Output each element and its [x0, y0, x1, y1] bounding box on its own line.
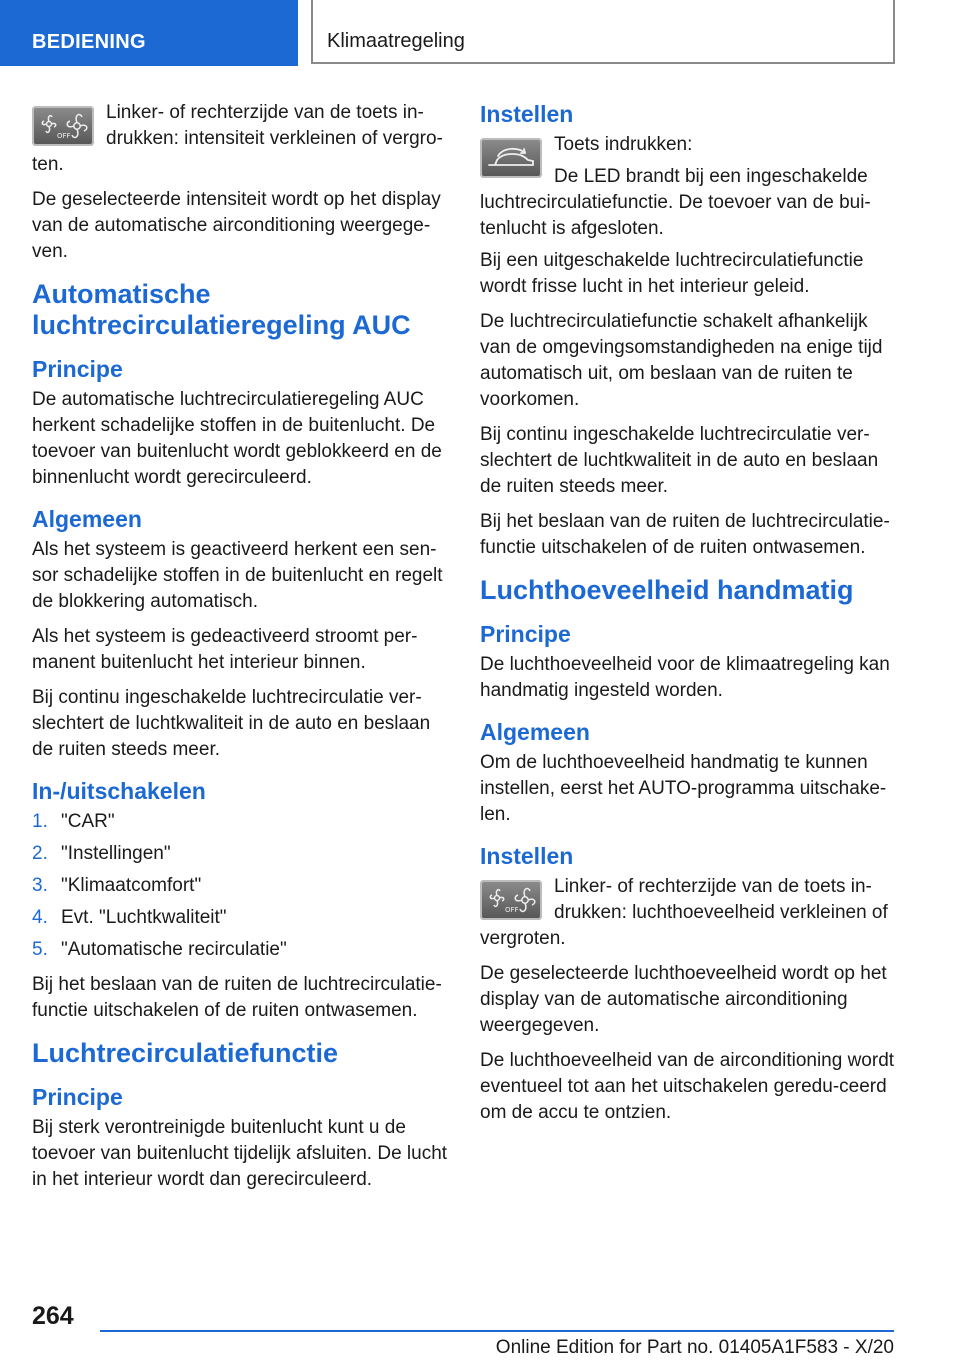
fan-instruction	[32, 100, 448, 178]
fan-instruction	[480, 874, 896, 952]
fan-intensity-key-icon	[32, 106, 94, 146]
step-text: "Automatische recirculatie"	[61, 939, 287, 960]
step-number: 5.	[32, 939, 48, 960]
heading-algemeen: Algemeen	[32, 506, 142, 532]
page-number: 264	[32, 1302, 74, 1330]
paragraph: Bij continu ingeschakelde luchtrecirculatie ver‐slechtert de luchtkwaliteit in de auto en beslaan de ruiten steeds meer.	[480, 424, 879, 497]
paragraph: Bij sterk verontreinigde buitenlucht kunt u de toevoer van buitenlucht tijdelijk afsluiten. De lucht in het interieur wordt dan gerecirculeerd.	[32, 1117, 448, 1190]
list-item	[32, 841, 448, 867]
list-item	[32, 873, 448, 899]
paragraph: De luchthoeveelheid van de airconditioning wordt eventueel tot aan het uitschakelen geredu‐ceerd om de accu te ontzien.	[480, 1050, 895, 1123]
svg-text:OFF: OFF	[505, 906, 519, 914]
paragraph: Bij het beslaan van de ruiten de luchtrecirculatie‐functie uitschakelen of de ruiten ontwasemen.	[32, 974, 442, 1021]
step-text: "CAR"	[61, 811, 115, 832]
svg-text:OFF: OFF	[57, 132, 71, 140]
paragraph: De automatische luchtrecirculatieregeling AUC herkent schadelijke stoffen in de buitenlucht. De toevoer van buitenlucht wordt geblokkeerd en de binnenlucht wordt gerecirculeerd.	[32, 389, 442, 488]
heading-instellen: Instellen	[480, 843, 574, 869]
heading-in-uitschakelen: In-/uitschakelen	[32, 778, 206, 804]
step-text: "Instellingen"	[61, 843, 171, 864]
recirculation-instruction	[480, 132, 896, 242]
heading-auc: Automatische luchtrecirculatieregeling AUC	[32, 279, 411, 340]
page-header	[0, 0, 960, 66]
list-item	[32, 937, 448, 963]
right-column	[480, 100, 896, 1135]
paragraph: De geselecteerde intensiteit wordt op het display van de automatische airconditioning weergege‐ven.	[32, 189, 441, 262]
list-item	[32, 905, 448, 931]
paragraph: Bij een uitgeschakelde luchtrecirculatiefunctie wordt frisse lucht in het interieur geleid.	[480, 250, 864, 297]
step-number: 2.	[32, 843, 48, 864]
section-tab: BEDIENING	[0, 0, 298, 66]
paragraph: De luchtrecirculatiefunctie schakelt afhankelijk van de omgevingsomstandigheden na enige tijd automatisch uit, om beslaan van de ruiten te voorkomen.	[480, 311, 883, 410]
paragraph: Als het systeem is gedeactiveerd stroomt per‐manent buitenlucht het interieur binnen.	[32, 626, 418, 673]
paragraph: Bij het beslaan van de ruiten de luchtrecirculatie‐functie uitschakelen of de ruiten ontwasemen.	[480, 511, 890, 558]
step-text: "Klimaatcomfort"	[61, 875, 202, 896]
recirculation-instruction-text	[554, 132, 896, 164]
paragraph: Bij continu ingeschakelde luchtrecirculatie ver‐slechtert de luchtkwaliteit in de auto en beslaan de ruiten steeds meer.	[32, 687, 431, 760]
step-number: 4.	[32, 907, 48, 928]
heading-luchtrecirculatiefunctie: Luchtrecirculatiefunctie	[32, 1038, 339, 1068]
paragraph: Als het systeem is geactiveerd herkent een sen‐sor schadelijke stoffen in de buitenlucht en regelt de blokkering automatisch.	[32, 539, 443, 612]
recirculation-led-text: De LED brandt bij een ingeschakelde luchtrecirculatiefunctie. De toevoer van de bui‐tenlucht is afgesloten.	[480, 166, 871, 239]
footer-divider	[100, 1330, 894, 1332]
chapter-title: Klimaatregeling	[311, 0, 895, 64]
paragraph: Toets indrukken:	[554, 134, 693, 155]
step-text: Evt. "Luchtkwaliteit"	[61, 907, 227, 928]
heading-principe: Principe	[32, 356, 123, 382]
fan-instruction-text: Linker- of rechterzijde van de toets in‐drukken: intensiteit verkleinen of vergro‐ten.	[32, 102, 443, 175]
heading-principe: Principe	[480, 621, 571, 647]
heading-luchthoeveelheid: Luchthoeveelheid handmatig	[480, 575, 854, 605]
heading-instellen: Instellen	[480, 101, 574, 127]
list-item	[32, 809, 448, 835]
paragraph: Om de luchthoeveelheid handmatig te kunnen instellen, eerst het AUTO-programma uitschake‐len.	[480, 752, 887, 825]
step-number: 3.	[32, 875, 48, 896]
paragraph: De geselecteerde luchthoeveelheid wordt op het display van de automatische airconditioning weergegeven.	[480, 963, 887, 1036]
fan-intensity-key-icon	[480, 880, 542, 920]
steps-list	[32, 809, 448, 963]
left-column	[32, 100, 448, 1202]
fan-instruction-text: Linker- of rechterzijde van de toets in‐drukken: luchthoeveelheid verkleinen of vergroten.	[480, 876, 888, 949]
step-number: 1.	[32, 811, 48, 832]
heading-principe: Principe	[32, 1084, 123, 1110]
paragraph: De luchthoeveelheid voor de klimaatregeling kan handmatig ingesteld worden.	[480, 654, 890, 701]
air-recirculation-key-icon	[480, 138, 542, 178]
heading-algemeen: Algemeen	[480, 719, 590, 745]
edition-footer: Online Edition for Part no. 01405A1F583 - X/20	[495, 1337, 894, 1358]
